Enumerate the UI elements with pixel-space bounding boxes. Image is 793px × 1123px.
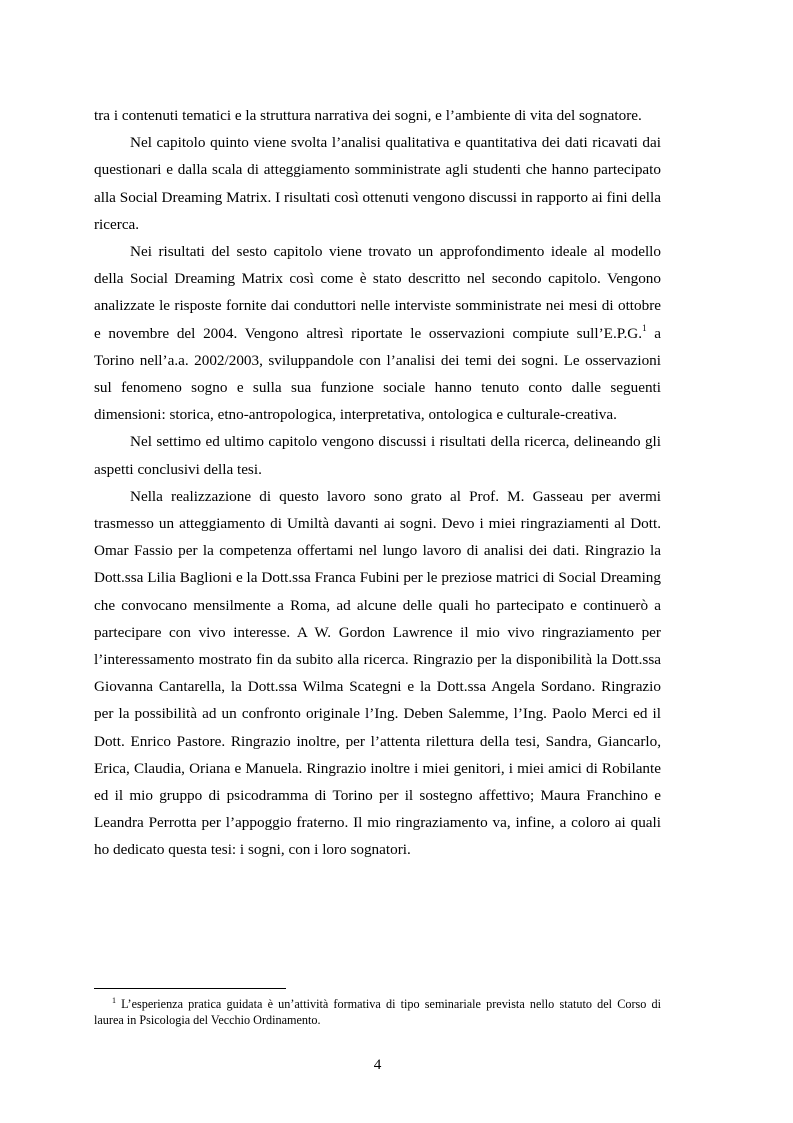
paragraph-intro-continuation: tra i contenuti tematici e la struttura narrativa dei sogni, e l’ambiente di vita del sognatore.: [94, 107, 642, 124]
footnote: [94, 996, 661, 1028]
footnote-divider: [94, 988, 286, 989]
paragraph-chapter-six-text-after: a Torino nell’a.a. 2002/2003, sviluppandole con l’analisi dei temi dei sogni. Le osservazioni sul fenomeno sogno e sulla sua funzione sociale hanno tenuto conto dalle seguenti dimensioni: storica, etno-antropologica, interpretativa, ontologica e culturale-creativa.: [94, 324, 661, 424]
page-body: [94, 102, 661, 864]
footnote-reference[interactable]: 1: [642, 322, 647, 333]
page-number: 4: [373, 1056, 382, 1073]
paragraph-chapter-five: Nel capitolo quinto viene svolta l’analisi qualitativa e quantitativa dei dati ricavati dai questionari e dalla scala di atteggiamento somministrate agli studenti che hanno partecipato alla Social Dreaming Matrix. I risultati così ottenuti vengono discussi in rapporto ai fini della ricerca.: [94, 134, 661, 233]
paragraph-chapter-six-text-before: Nei risultati del sesto capitolo viene trovato un approfondimento ideale al modello della Social Dreaming Matrix così come è stato descritto nel secondo capitolo. Vengono analizzate le risposte fornite dai conduttori nelle interviste somministrate nei mesi di ottobre e novembre del 2004. Vengono altresì riportate le osservazioni compiute sull’E.P.G.: [94, 243, 661, 342]
paragraph-acknowledgements: Nella realizzazione di questo lavoro sono grato al Prof. M. Gasseau per avermi trasmesso un atteggiamento di Umiltà davanti ai sogni. Devo i miei ringraziamenti al Dott. Omar Fassio per la competenza offertami nel lungo lavoro di analisi dei dati. Ringrazio la Dott.ssa Lilia Baglioni e la Dott.ssa Franca Fubini per le preziose matrici di Social Dreaming che convocano mensilmente a Roma, ad alcune delle quali ho partecipato e continuerò a partecipare con vivo interesse. A W. Gordon Lawrence il mio vivo ringraziamento per l’interessamento mostrato fin da subito alla ricerca. Ringrazio per la disponibilità la Dott.ssa Giovanna Cantarella, la Dott.ssa Wilma Scategni e la Dott.ssa Angela Sordano. Ringrazio per la possibilità ad un confronto originale l’Ing. Deben Salemme, l’Ing. Paolo Merci ed il Dott. Enrico Pastore. Ringrazio inoltre, per l’attenta rilettura della tesi, Sandra, Giancarlo, Erica, Claudia, Oriana e Manuela. Ringrazio inoltre i miei genitori, i miei amici di Robilante ed il mio gruppo di psicodramma di Torino per il sostegno affettivo; Maura Franchino e Leandra Perrotta per l’appoggio fraterno. Il mio ringraziamento va, infine, a coloro ai quali ho dedicato questa tesi: i sogni, con i loro sognatori.: [94, 487, 661, 859]
paragraph-chapter-six: [94, 238, 661, 428]
footnote-mark: 1: [112, 995, 116, 1005]
footnote-text: L’esperienza pratica guidata è un’attività formativa di tipo seminariale prevista nello statuto del Corso di laurea in Psicologia del Vecchio Ordinamento.: [94, 997, 661, 1027]
paragraph-chapter-seven: Nel settimo ed ultimo capitolo vengono discussi i risultati della ricerca, delineando gli aspetti conclusivi della tesi.: [94, 433, 661, 478]
